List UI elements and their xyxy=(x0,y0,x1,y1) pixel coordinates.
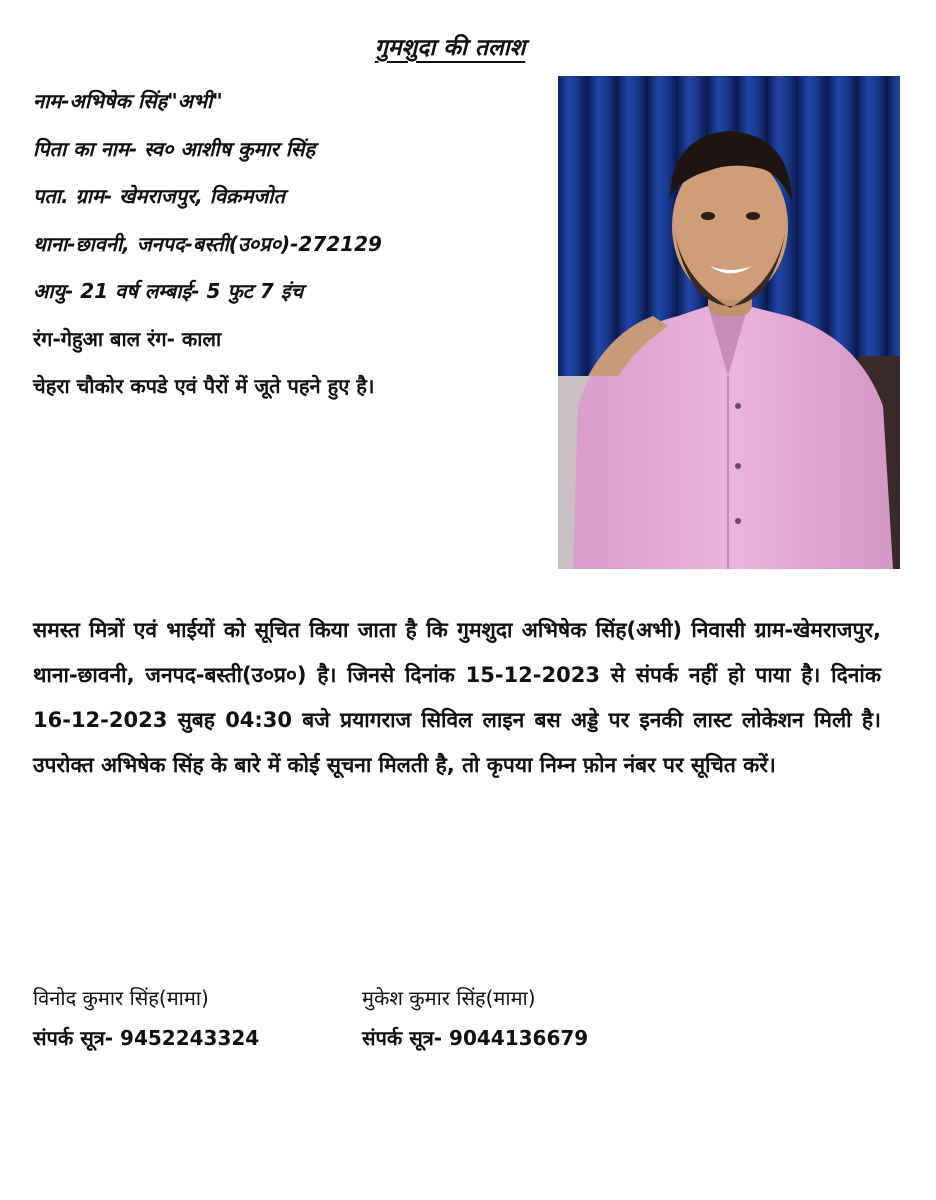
contact-name: विनोद कुमार सिंह(मामा) xyxy=(33,986,209,1010)
contact-card xyxy=(362,978,588,1058)
contact-name: मुकेश कुमार सिंह(मामा) xyxy=(362,986,536,1010)
contact-card xyxy=(33,978,259,1058)
detail-address: पता. ग्राम- खेमराजपुर, विक्रमजोत xyxy=(33,184,285,208)
missing-person-photo xyxy=(558,76,900,569)
missing-person-details xyxy=(33,78,553,411)
detail-complexion-hair: रंग-गेहुआ बाल रंग- काला xyxy=(33,326,222,351)
detail-appearance: चेहरा चौकोर कपडे एवं पैरों में जूते पहने हुए है। xyxy=(33,374,375,398)
contact-phone: संपर्क सूत्र- 9452243324 xyxy=(33,1026,260,1050)
contact-phone: संपर्क सूत्र- 9044136679 xyxy=(362,1026,589,1050)
notice-paragraph: समस्त मित्रों एवं भाईयों को सूचित किया जाता है कि गुमशुदा अभिषेक सिंह(अभी) निवासी ग्राम-खेमराजपुर, थाना-छावनी, जनपद-बस्ती(उ०प्र०) है। जिनसे दिनांक 15-12-2023 से संपर्क नहीं हो पाया है। दिनांक 16-12-2023 सुबह 04:30 बजे प्रयागराज सिविल लाइन बस अड्डे पर इनकी लास्ट लोकेशन मिली है। उपरोक्त अभिषेक सिंह के बारे में कोई सूचना मिलती है, तो कृपया निम्न फ़ोन नंबर पर सूचित करें। xyxy=(33,618,881,777)
notice-title: गुमशुदा की तलाश xyxy=(374,35,526,61)
detail-age-height: आयु- 21 वर्ष लम्बाई- 5 फुट 7 इंच xyxy=(33,279,304,303)
detail-name: नाम-अभिषेक सिंह"अभी" xyxy=(33,89,223,113)
detail-police-station: थाना-छावनी, जनपद-बस्ती(उ०प्र०)-272129 xyxy=(33,231,382,256)
detail-father-name: पिता का नाम- स्व० आशीष कुमार सिंह xyxy=(33,136,316,161)
